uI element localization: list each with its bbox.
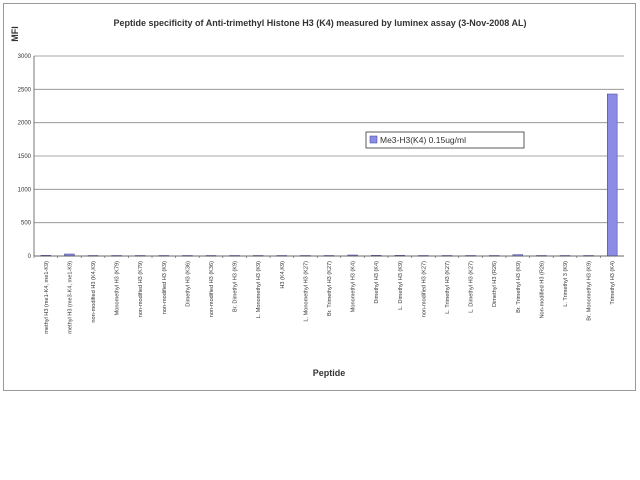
- legend: [366, 132, 524, 148]
- x-category-label: L. Monomethyl H3 (K27): [303, 261, 310, 322]
- x-axis-title: Peptide: [312, 368, 346, 378]
- grid-layer: [34, 56, 624, 256]
- y-tick-label: 1000: [17, 187, 31, 194]
- x-category-label: Trimethyl H3 (K4): [610, 261, 617, 305]
- x-category-label: Br. Trimethyl H3 (K9): [515, 261, 522, 313]
- x-category-label: Dimethyl H3 (R26): [492, 261, 499, 308]
- y-tick-label: 500: [20, 220, 31, 227]
- x-category-label: L. Monomethyl H3 (K9): [256, 261, 263, 319]
- x-category-label: Non-modified H3 (R26): [539, 261, 546, 319]
- x-category-label: methyl H3 (me1-K4, me1-K9): [43, 261, 50, 334]
- x-category-label: non-modified H3 (K9): [161, 261, 168, 315]
- chart-frame: [3, 3, 636, 391]
- bars-layer: [41, 94, 617, 256]
- x-category-label: non-modified H3 (K79): [138, 261, 145, 318]
- x-category-label: Monomethyl H3 (K4): [350, 261, 357, 313]
- x-category-label: Br. Trimethyl H3 (K27): [327, 261, 333, 317]
- x-category-label: Br. Monomethyl H3 (K9): [586, 261, 593, 321]
- x-category-label: Dimethyl H3 (K4): [374, 261, 381, 304]
- x-category-label: L. Dimethyl H3 (K27): [468, 260, 475, 313]
- axis-layer: [18, 54, 624, 334]
- x-category-label: Dimethyl H3 (K36): [185, 261, 192, 307]
- x-category-label: non-modified H3 (K36): [209, 261, 215, 318]
- x-category-label: L. Trimethyl H3 (K27): [445, 261, 451, 314]
- x-category-label: methyl H3 (me3-K4, me1-K9): [67, 261, 74, 334]
- y-tick-label: 3000: [17, 54, 31, 60]
- x-category-label: L. Dimethyl H3 (K9): [397, 261, 404, 310]
- legend-swatch: [370, 136, 377, 143]
- x-category-label: Br. Dimethyl H3 (K9): [232, 261, 239, 312]
- chart-title: Peptide specificity of Anti-trimethyl Histone H3 (K4) measured by luminex assay (3-Nov-2008 AL): [113, 18, 527, 28]
- y-tick-label: 2500: [17, 87, 31, 94]
- x-category-label: H3 (K4,K9): [279, 261, 286, 289]
- chart-svg: [4, 4, 637, 392]
- x-category-label: non-modified H3 (K27): [421, 261, 428, 318]
- y-tick-label: 0: [27, 254, 31, 260]
- x-category-label: non-modified H3 (K4,K9): [91, 261, 97, 323]
- bar: [607, 94, 617, 256]
- legend-label: Me3-H3(K4) 0.15ug/ml: [380, 135, 466, 145]
- y-tick-label: 2000: [17, 120, 31, 127]
- y-axis-title: MFI: [10, 26, 20, 42]
- x-category-label: L. Trimethyl 3 (K9): [563, 261, 569, 307]
- y-tick-label: 1500: [17, 154, 31, 160]
- x-category-label: Monomethyl H3 (K79): [114, 261, 121, 316]
